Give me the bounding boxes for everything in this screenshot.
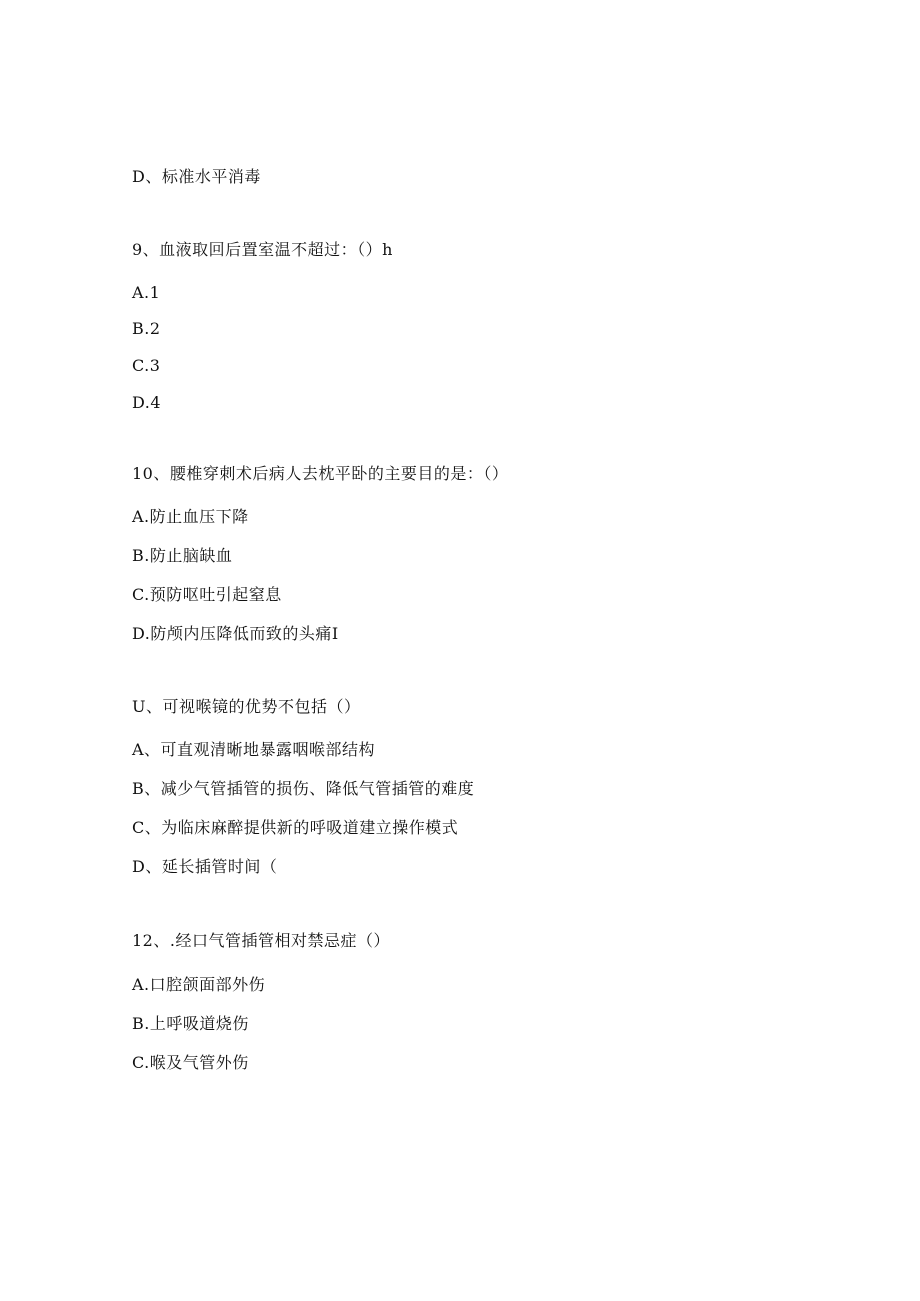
q9-option-a: A.1 [132, 283, 161, 302]
q10-option-c: C.预防呕吐引起窒息 [132, 585, 282, 604]
q12-option-c: C.喉及气管外伤 [132, 1053, 249, 1072]
q10-question: 10、腰椎穿刺术后病人去枕平卧的主要目的是：（） [132, 464, 509, 483]
q10-option-a: A.防止血压下降 [132, 507, 249, 526]
q9-option-b: B.2 [132, 319, 161, 338]
q11-option-d: D、延长插管时间（ [132, 857, 278, 876]
q10-option-b: B.防止脑缺血 [132, 546, 233, 565]
q12-option-b: B.上呼吸道烧伤 [132, 1014, 249, 1033]
q11-question: U、可视喉镜的优势不包括（） [132, 697, 361, 716]
q9-option-d: D.4 [132, 393, 162, 412]
q12-question: 12、.经口气管插管相对禁忌症（） [132, 931, 390, 950]
q8-option-d: D、标准水平消毒 [132, 167, 261, 186]
q12-option-a: A.口腔颌面部外伤 [132, 975, 266, 994]
q11-option-c: C、为临床麻醉提供新的呼吸道建立操作模式 [132, 818, 459, 837]
q9-option-c: C.3 [132, 356, 161, 375]
q10-option-d: D.防颅内压降低而致的头痛I [132, 624, 339, 643]
q11-option-b: B、减少气管插管的损伤、降低气管插管的难度 [132, 779, 475, 798]
q11-option-a: A、可直观清晰地暴露咽喉部结构 [132, 740, 376, 759]
q9-question: 9、血液取回后置室温不超过：（）h [132, 240, 393, 259]
